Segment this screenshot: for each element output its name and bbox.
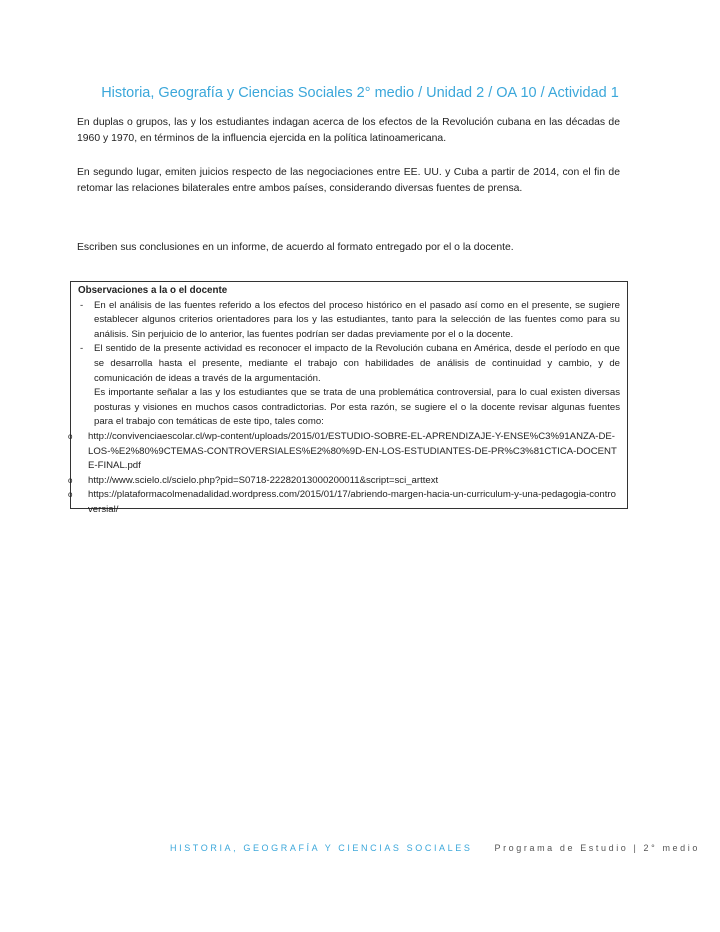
paragraph-2: En segundo lugar, emiten juicios respecto de las negociaciones entre EE. UU. y Cuba a partir de 2014, con el fin de retomar las relaciones bilaterales entre ambos países, considerando diversas fuentes de prensa. [77,167,620,194]
page-footer [170,843,700,853]
paragraph-1: En duplas o grupos, las y los estudiantes indagan acerca de los efectos de la Revolución cubana en las décadas de 1960 y 1970, en términos de la influencia ejercida en la política latinoamericana. [77,117,620,144]
notes-heading: Observaciones a la o el docente [78,285,228,296]
resource-link[interactable]: o http://www.scielo.cl/scielo.php?pid=S0718-22282013000200011&script=sci_arttext [78,474,620,489]
footer-program: Programa de Estudio | 2° medio [494,843,700,853]
teacher-notes-box [70,281,628,515]
notes-bullet: - El sentido de la presente actividad es reconocer el impacto de la Revolución cubana en América, desde el período en que se desarrolla hasta el presente, mediante el trabajo con habilidades de análisis de continuidad y cambio, y de comunicación de ideas a través de la argumentación. [78,342,620,386]
footer-subject: HISTORIA, GEOGRAFÍA Y CIENCIAS SOCIALES [170,843,473,853]
page-title: Historia, Geografía y Ciencias Sociales 2° medio / Unidad 2 / OA 10 / Actividad 1 [101,85,619,101]
notes-paragraph: Es importante señalar a las y los estudiantes que se trata de una problemática controversial, para lo cual existen diversas posturas y visiones en muchos casos contradictorias. Por esta razón, se sugiere el o la docente revisar algunas fuentes para el trabajo con temáticas de este tipo, tales como: [94,387,620,428]
resource-link[interactable]: o https://plataformacolmenadalidad.wordpress.com/2015/01/17/abriendo-margen-hacia-un-curriculum-y-una-pedagogia-controversial/ [78,488,620,517]
paragraph-3: Escriben sus conclusiones en un informe, de acuerdo al formato entregado por el o la docente. [77,242,514,253]
resource-link[interactable]: o http://convivenciaescolar.cl/wp-content/uploads/2015/01/ESTUDIO-SOBRE-EL-APRENDIZAJE-Y-ENSE%C3%91ANZA-DE-LOS-%E2%80%9CTEMAS-CONTROVERSIALES%E2%80%9D-EN-LOS-ESTUDIANTES-DE-PR%C3%81CTICA-DOCENTE-FINAL.pdf [78,430,620,474]
notes-bullet: - En el análisis de las fuentes referido a los efectos del proceso histórico en el pasado así como en el presente, se sugiere establecer algunos criterios orientadores para los y las estudiantes, tanto para la selección de las fuentes como para su análisis. Sin perjuicio de lo anterior, las fuentes podrían ser dadas previamente por el o la docente. [78,299,620,343]
